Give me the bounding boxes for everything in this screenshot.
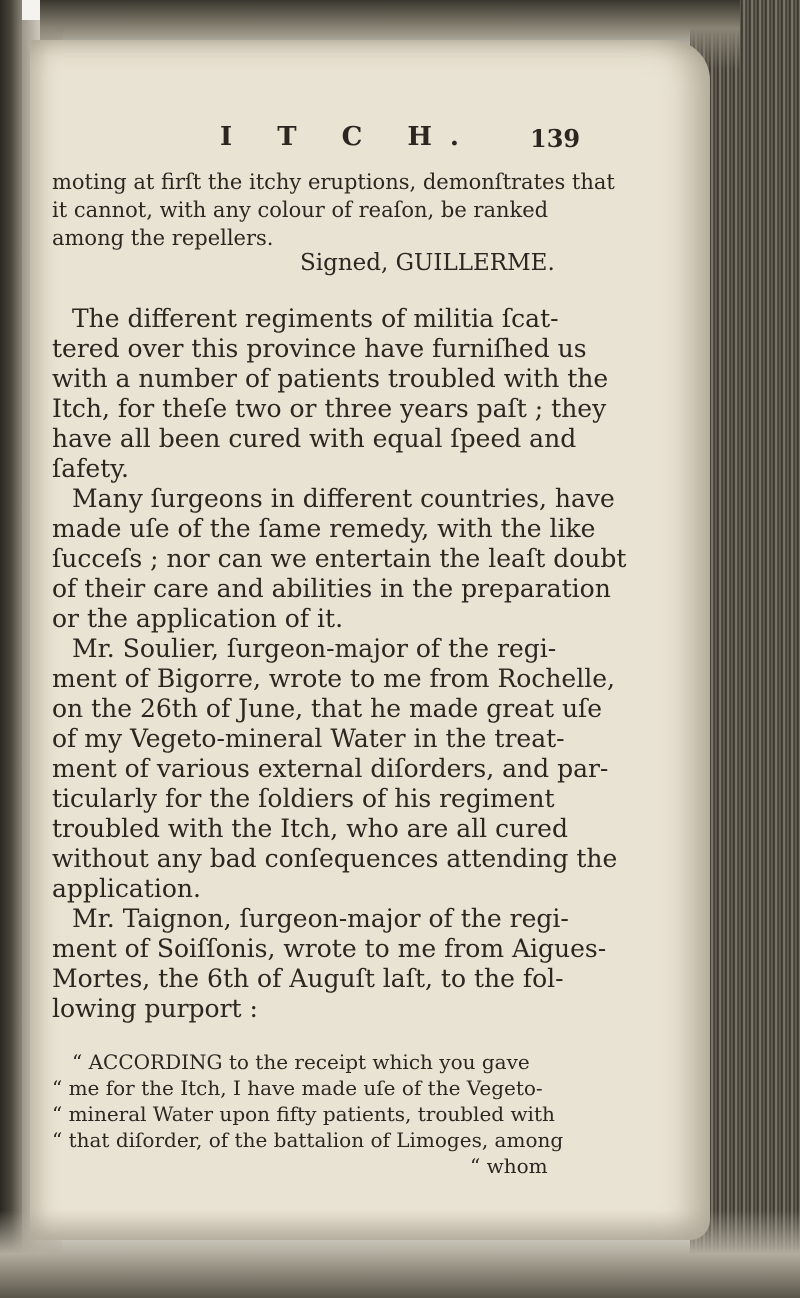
text-line: ſafety. [52,454,130,483]
running-head: I T C H. [220,122,477,152]
text-line: ment of Bigorre, wrote to me from Rochelle, [52,664,615,693]
bottom-shadow [0,1210,800,1298]
text-line: with a number of patients troubled with the [52,364,609,393]
text-line: among the repellers. [52,226,274,250]
book-spine-shadow [0,0,22,1298]
text-line: made uſe of the ſame remedy, with the like [52,514,596,543]
quote-line: “ me for the Itch, I have made uſe of the Vegeto- [52,1076,543,1100]
text-line: on the 26th of June, that he made great uſe [52,694,603,723]
quote-line: “ that diſorder, of the battalion of Limoges, among [52,1128,564,1152]
text-line: lowing purport : [52,994,258,1023]
text-line: ticularly for the ſoldiers of his regiment [52,784,555,813]
text-line: have all been cured with equal ſpeed and [52,424,577,453]
text-line: Mr. Soulier, ſurgeon-major of the regi- [72,634,557,663]
page-number: 139 [530,124,581,153]
text-line: of their care and abilities in the preparation [52,574,611,603]
text-line: Many ſurgeons in different countries, have [72,484,615,513]
text-line: Mortes, the 6th of Auguſt laſt, to the fol- [52,964,564,993]
signature: Signed, GUILLERME. [300,250,555,276]
text-line: or the application of it. [52,604,344,633]
text-line: ment of Soiſſonis, wrote to me from Aigues- [52,934,607,963]
text-line: moting at firſt the itchy eruptions, demonſtrates that [52,170,615,194]
text-line: it cannot, with any colour of reaſon, be ranked [52,198,549,222]
text-line: The different regiments of militia ſcat- [72,304,559,333]
text-line: ment of various external diſorders, and par- [52,754,609,783]
catchword: “ whom [470,1154,548,1178]
quote-line: “ mineral Water upon fifty patients, troubled with [52,1102,555,1126]
text-line: of my Vegeto-mineral Water in the treat- [52,724,565,753]
text-line: Mr. Taignon, ſurgeon-major of the regi- [72,904,569,933]
quote-line: “ ACCORDING to the receipt which you gave [72,1050,530,1074]
text-line: troubled with the Itch, who are all cured [52,814,568,843]
text-line: tered over this province have furniſhed us [52,334,587,363]
text-line: Itch, for theſe two or three years paſt ; they [52,394,607,423]
text-line: without any bad conſequences attending the [52,844,618,873]
text-line: application. [52,874,201,903]
text-line: ſucceſs ; nor can we entertain the leaſt doubt [52,544,627,573]
